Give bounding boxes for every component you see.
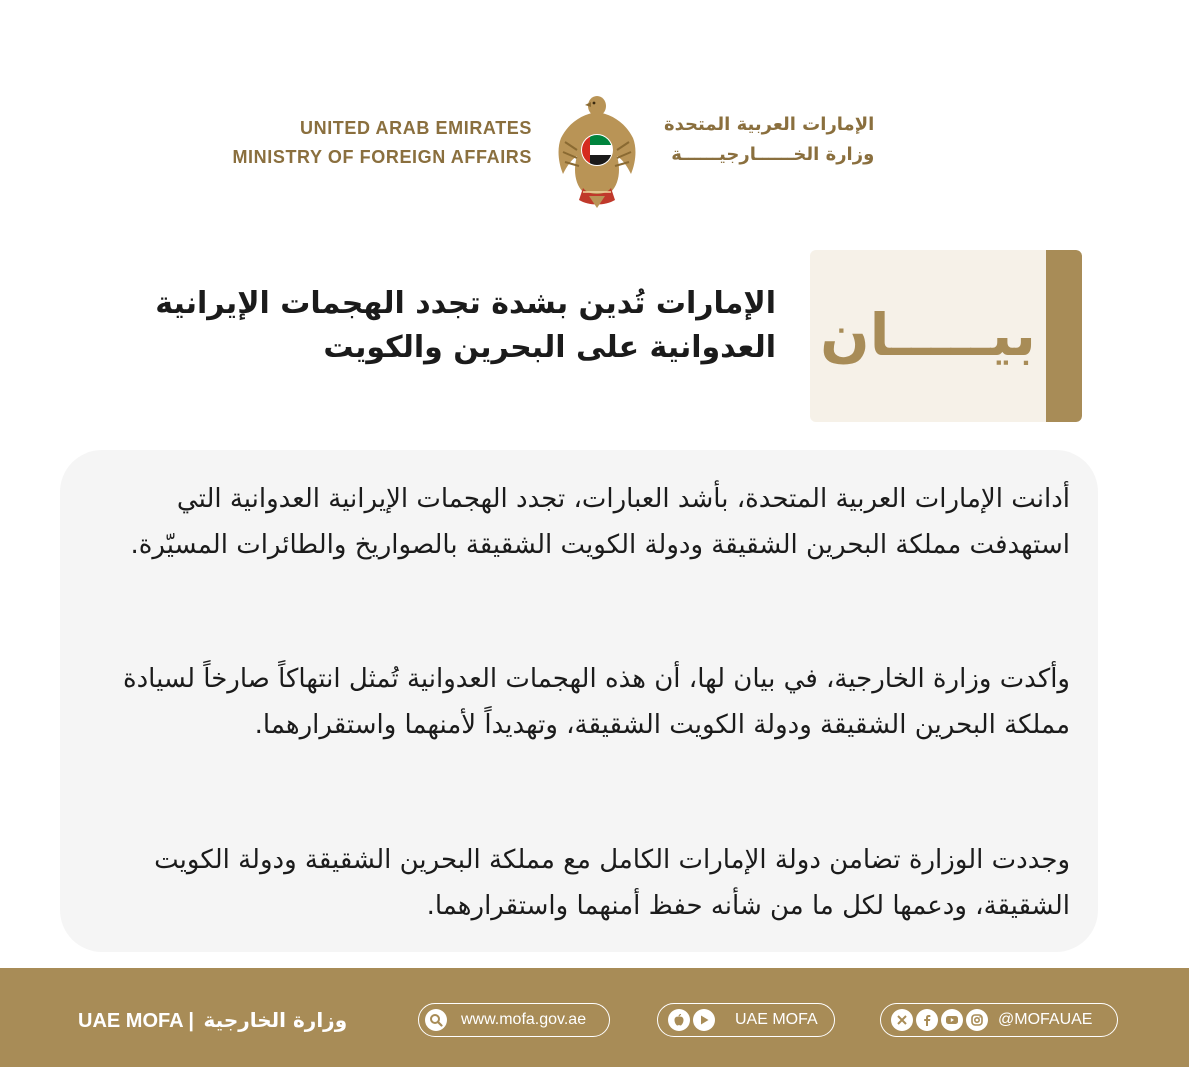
title-line-2: العدوانية على البحرين والكويت xyxy=(323,330,776,365)
x-icon[interactable] xyxy=(891,1009,913,1031)
statement-badge xyxy=(810,250,1082,422)
footer-brand xyxy=(78,1005,347,1036)
website-link[interactable] xyxy=(418,1003,610,1037)
ministry-name-english xyxy=(232,114,532,172)
statement-paragraph-2: وأكدت وزارة الخارجية، في بيان لها، أن هذه الهجمات العدوانية تُمثل انتهاكاً صارخاً لسيادة مملكة البحرين الشقيقة ودولة الكويت الشقيقة، وتهديداً لأمنهما واستقرارهما. xyxy=(122,664,1070,740)
instagram-icon[interactable] xyxy=(966,1009,988,1031)
country-name-en: UNITED ARAB EMIRATES xyxy=(300,118,532,138)
footer-bar xyxy=(0,968,1189,1067)
country-name-ar: الإمارات العربية المتحدة xyxy=(664,114,875,135)
badge-accent-bar xyxy=(1046,250,1082,422)
social-links[interactable] xyxy=(880,1003,1118,1037)
statement-paragraph-1: أدانت الإمارات العربية المتحدة، بأشد العبارات، تجدد الهجمات الإيرانية العدوانية التي استهدفت مملكة البحرين الشقيقة ودولة الكويت الشقيقة بالصواريخ والطائرات المسيّرة. xyxy=(130,484,1070,560)
facebook-icon[interactable] xyxy=(916,1009,938,1031)
title-line-1: الإمارات تُدين بشدة تجدد الهجمات الإيرانية xyxy=(155,286,776,321)
uae-emblem-falcon-icon xyxy=(553,92,641,210)
ministry-name-arabic xyxy=(664,110,874,170)
statement-title xyxy=(60,282,776,370)
website-url: www.mofa.gov.ae xyxy=(461,1011,587,1028)
statement-paragraph-3: وجددت الوزارة تضامن دولة الإمارات الكامل مع مملكة البحرين الشقيقة ودولة الكويت الشقيقة، ودعمها لكل ما من شأنه حفظ أمنهما واستقرارهما. xyxy=(154,845,1070,921)
ministry-name-ar: وزارة الخــــــارجيــــــة xyxy=(671,144,875,165)
apple-icon[interactable] xyxy=(668,1009,690,1031)
google-play-icon[interactable] xyxy=(693,1009,715,1031)
footer-brand-ar: وزارة الخارجية xyxy=(203,1008,348,1032)
youtube-icon[interactable] xyxy=(941,1009,963,1031)
badge-label: بيـــــان xyxy=(820,301,1036,369)
app-label: UAE MOFA xyxy=(735,1011,818,1028)
social-handle: @MOFAUAE xyxy=(998,1011,1093,1028)
ministry-name-en: MINISTRY OF FOREIGN AFFAIRS xyxy=(232,147,532,167)
app-links[interactable] xyxy=(657,1003,835,1037)
ministry-header xyxy=(0,80,1189,220)
footer-brand-en: UAE MOFA | xyxy=(78,1010,194,1032)
search-icon xyxy=(425,1009,447,1031)
